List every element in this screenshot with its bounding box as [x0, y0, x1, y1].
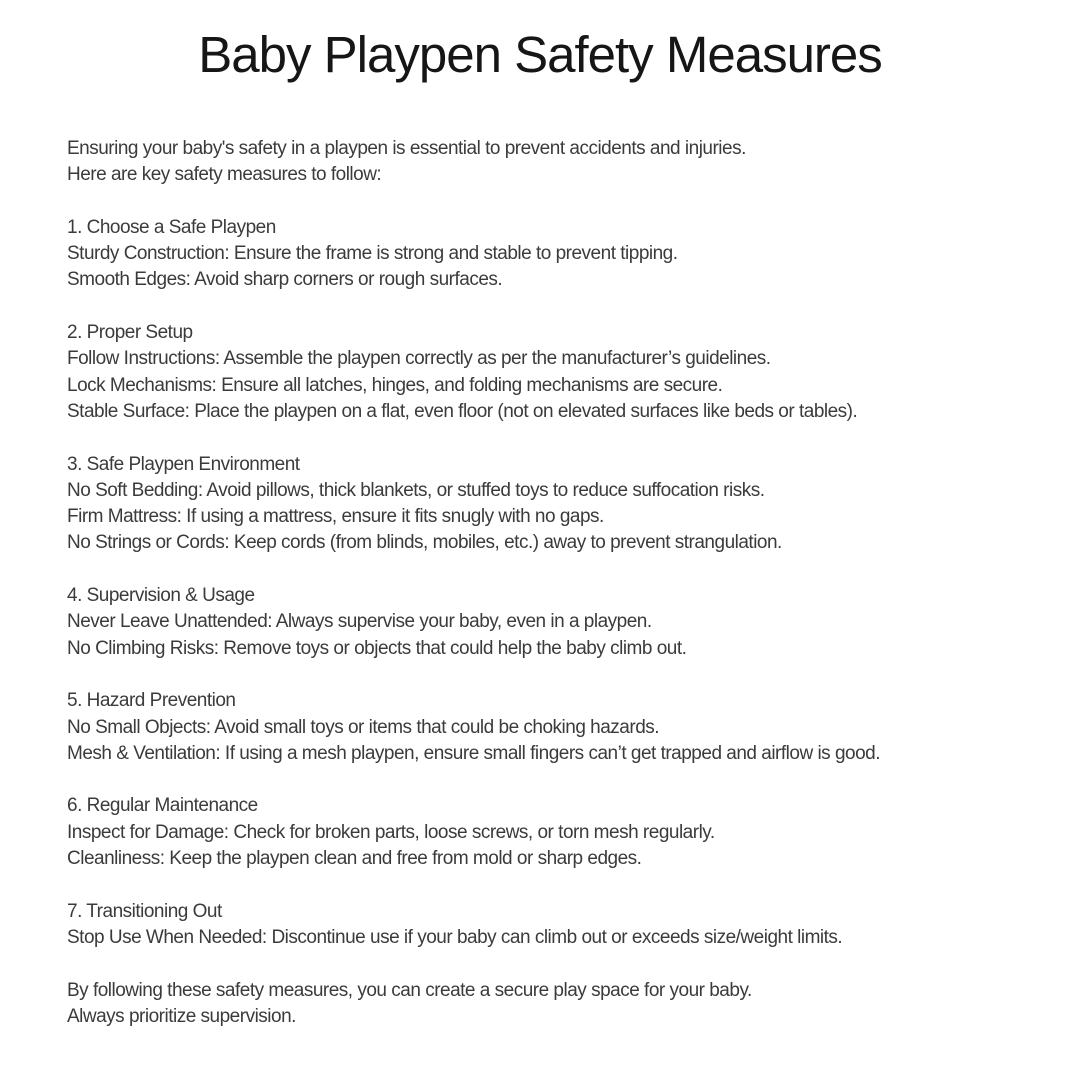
section-line: Cleanliness: Keep the playpen clean and free from mold or sharp edges. [67, 848, 642, 870]
section-safe-playpen-environment [67, 452, 1013, 557]
section-choose-safe-playpen [67, 215, 1013, 294]
section-line: Smooth Edges: Avoid sharp corners or rough surfaces. [67, 269, 503, 291]
page-title: Baby Playpen Safety Measures [198, 26, 882, 83]
section-line: Never Leave Unattended: Always supervise your baby, even in a playpen. [67, 611, 652, 633]
intro-paragraph [67, 136, 1013, 189]
section-transitioning-out [67, 899, 1013, 952]
section-line: No Soft Bedding: Avoid pillows, thick blankets, or stuffed toys to reduce suffocation risks. [67, 479, 765, 501]
section-heading: 3. Safe Playpen Environment [67, 453, 300, 475]
section-hazard-prevention [67, 688, 1013, 767]
section-line: Stop Use When Needed: Discontinue use if your baby can climb out or exceeds size/weight limits. [67, 926, 843, 948]
section-regular-maintenance [67, 793, 1013, 872]
section-heading: 1. Choose a Safe Playpen [67, 216, 276, 238]
closing-line: By following these safety measures, you can create a secure play space for your baby. [67, 979, 752, 1001]
closing-paragraph [67, 978, 1013, 1031]
section-line: Firm Mattress: If using a mattress, ensure it fits snugly with no gaps. [67, 506, 604, 528]
document-body [67, 136, 1013, 1030]
section-heading: 6. Regular Maintenance [67, 795, 258, 817]
section-line: No Small Objects: Avoid small toys or items that could be choking hazards. [67, 716, 660, 738]
section-heading: 7. Transitioning Out [67, 900, 222, 922]
section-proper-setup [67, 320, 1013, 425]
intro-line: Ensuring your baby's safety in a playpen is essential to prevent accidents and injuries. [67, 138, 746, 159]
section-heading: 4. Supervision & Usage [67, 585, 255, 607]
section-supervision-usage [67, 583, 1013, 662]
closing-line: Always prioritize supervision. [67, 1005, 296, 1027]
section-heading: 5. Hazard Prevention [67, 690, 236, 712]
intro-line: Here are key safety measures to follow: [67, 164, 382, 186]
section-line: Sturdy Construction: Ensure the frame is strong and stable to prevent tipping. [67, 243, 678, 265]
section-heading: 2. Proper Setup [67, 322, 193, 344]
section-line: Mesh & Ventilation: If using a mesh playpen, ensure small fingers can’t get trapped and airflow is good. [67, 742, 880, 764]
section-line: Follow Instructions: Assemble the playpen correctly as per the manufacturer’s guidelines. [67, 348, 771, 370]
section-line: No Strings or Cords: Keep cords (from blinds, mobiles, etc.) away to prevent strangulation. [67, 532, 782, 554]
section-line: No Climbing Risks: Remove toys or objects that could help the baby climb out. [67, 637, 687, 659]
section-line: Stable Surface: Place the playpen on a flat, even floor (not on elevated surfaces like beds or tables). [67, 400, 858, 422]
section-line: Lock Mechanisms: Ensure all latches, hinges, and folding mechanisms are secure. [67, 374, 723, 396]
section-line: Inspect for Damage: Check for broken parts, loose screws, or torn mesh regularly. [67, 821, 715, 843]
